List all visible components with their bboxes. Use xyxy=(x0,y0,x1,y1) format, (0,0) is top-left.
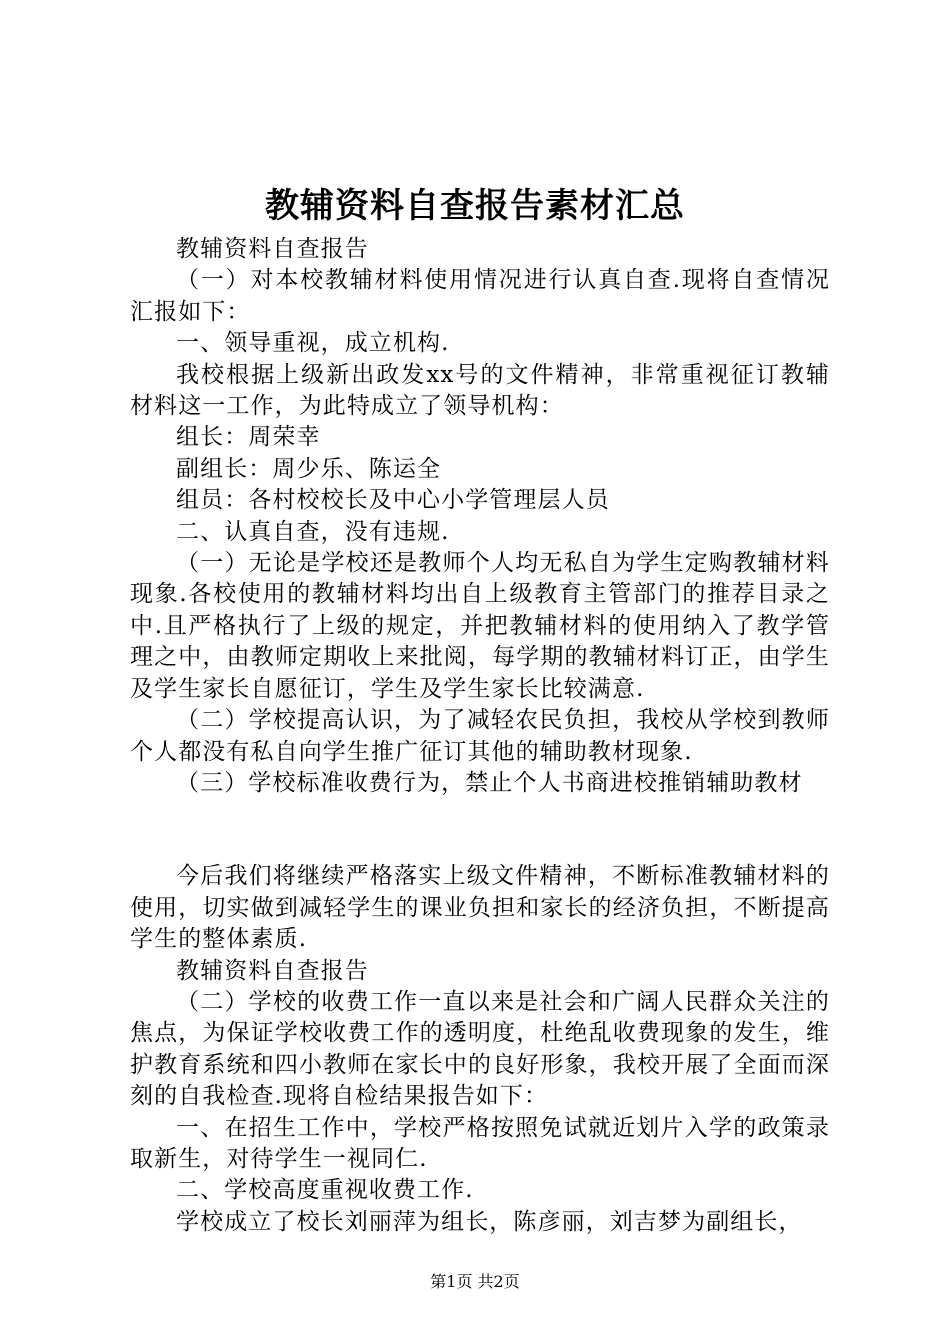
paragraph: 教辅资料自查报告 xyxy=(176,957,369,984)
paragraph: （三）学校标准收费行为，禁止个人书商进校推销辅助教材 xyxy=(176,769,803,796)
paragraph: 组员：各村校校长及中心小学管理层人员 xyxy=(176,487,610,514)
paragraph: （一）对本校教辅材料使用情况进行认真自查.现将自查情况汇报如下： xyxy=(130,267,830,325)
paragraph: 学校成立了校长刘丽萍为组长，陈彦丽，刘吉梦为副组长， xyxy=(176,1208,803,1235)
document-body xyxy=(130,234,830,1238)
paragraph: （二）学校的收费工作一直以来是社会和广阔人民群众关注的焦点，为保证学校收费工作的透明度，杜绝乱收费现象的发生，维护教育系统和四小教师在家长中的良好形象，我校开展了全面而深刻的自我检查.现将自检结果报告如下： xyxy=(130,988,830,1110)
paragraph: 副组长：周少乐、陈运全 xyxy=(176,455,442,482)
paragraph: 一、领导重视，成立机构. xyxy=(176,330,450,357)
paragraph: （一）无论是学校还是教师个人均无私自为学生定购教辅材料现象.各校使用的教辅材料均出自上级教育主管部门的推荐目录之中.且严格执行了上级的规定，并把教辅材料的使用纳入了教学管理之中，由教师定期收上来批阅，每学期的教辅材料订正，由学生及学生家长自愿征订，学生及学生家长比较满意. xyxy=(130,550,830,702)
paragraph: 二、认真自查，没有违规. xyxy=(176,518,450,545)
document-title: 教辅资料自查报告素材汇总 xyxy=(265,186,685,226)
paragraph: 今后我们将继续严格落实上级文件精神，不断标准教辅材料的使用，切实做到减轻学生的课业负担和家长的经济负担，不断提高学生的整体素质. xyxy=(130,863,830,953)
paragraph: （二）学校提高认识，为了减轻农民负担，我校从学校到教师个人都没有私自向学生推广征订其他的辅助教材现象. xyxy=(130,707,830,765)
paragraph: 二、学校高度重视收费工作. xyxy=(176,1177,474,1204)
paragraph: 一、在招生工作中，学校严格按照免试就近划片入学的政策录取新生，对待学生一视同仁. xyxy=(130,1114,830,1172)
paragraph: 我校根据上级新出政发xx号的文件精神，非常重视征订教辅材料这一工作，为此特成立了领导机构： xyxy=(130,361,830,420)
page-footer: 第1页 共2页 xyxy=(430,1272,520,1291)
paragraph-gap xyxy=(130,799,830,861)
paragraph: 组长：周荣幸 xyxy=(176,424,321,451)
paragraph: 教辅资料自查报告 xyxy=(176,236,369,262)
